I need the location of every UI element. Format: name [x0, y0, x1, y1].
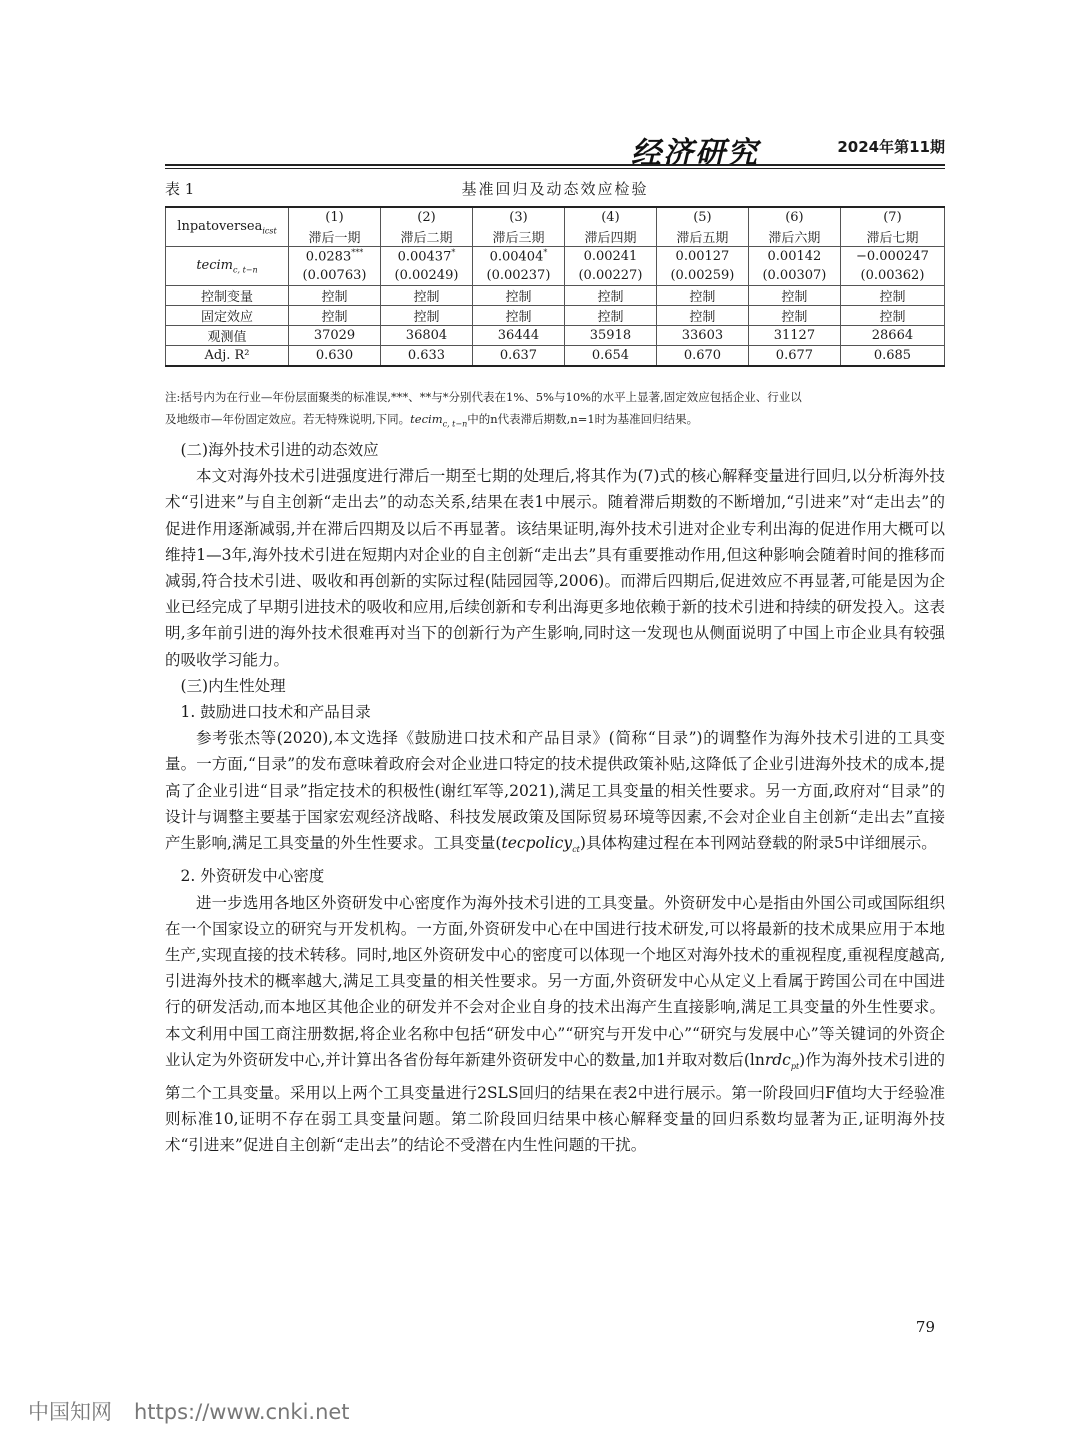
table-row	[166, 346, 945, 367]
table-caption	[165, 178, 945, 202]
cell-6: 0.677	[748, 346, 840, 367]
paragraph-2-post: )具体构建过程在本刊网站登载的附录5中详细展示。	[579, 834, 937, 853]
cell-3: 0.637	[472, 346, 564, 367]
cell-1: 37029	[289, 326, 381, 346]
key-var-subscript: c, t−n	[233, 265, 258, 275]
results-table	[165, 206, 945, 367]
cell-7: 0.685	[840, 346, 944, 367]
se-6: (0.00307)	[748, 266, 840, 286]
cell-5: 0.670	[656, 346, 748, 367]
col-label-2: 滞后二期	[380, 227, 472, 247]
table-title: 基准回归及动态效应检验	[461, 180, 649, 198]
col-label-6: 滞后六期	[748, 227, 840, 247]
cell-4: 0.654	[564, 346, 656, 367]
cell-3: 控制	[472, 286, 564, 306]
se-5: (0.00259)	[656, 266, 748, 286]
paragraph-2	[165, 725, 945, 863]
cell-1: 0.630	[289, 346, 381, 367]
cell-6: 控制	[748, 306, 840, 326]
note-line-2-post: 中的n代表滞后期数,n=1时为基准回归结果。	[467, 412, 699, 426]
cell-6: 31127	[748, 326, 840, 346]
paragraph-3	[165, 890, 945, 1159]
table-note	[165, 386, 945, 435]
row-label: 观测值	[166, 326, 289, 346]
col-number-7: (7)	[840, 207, 944, 227]
se-1: (0.00763)	[289, 266, 381, 286]
se-4: (0.00227)	[564, 266, 656, 286]
journal-logo: 经济研究	[631, 136, 759, 171]
cell-6: 控制	[748, 286, 840, 306]
tecpolicy-var: tecpolicy	[501, 834, 573, 853]
cell-2: 控制	[380, 286, 472, 306]
section-2-title: (二)海外技术引进的动态效应	[180, 441, 379, 459]
cell-3: 36444	[472, 326, 564, 346]
cell-4: 35918	[564, 326, 656, 346]
coef-2: 0.00437*	[380, 247, 472, 267]
cell-5: 33603	[656, 326, 748, 346]
watermark-site: 中国知网	[28, 1400, 112, 1424]
col-label-4: 滞后四期	[564, 227, 656, 247]
coef-5: 0.00127	[656, 247, 748, 267]
note-var-sub: c, t−n	[442, 419, 468, 429]
table-header-row	[166, 207, 945, 227]
cell-2: 36804	[380, 326, 472, 346]
cell-2: 0.633	[380, 346, 472, 367]
cell-7: 控制	[840, 306, 944, 326]
coef-3: 0.00404*	[472, 247, 564, 267]
col-number-4: (4)	[564, 207, 656, 227]
coef-1: 0.0283***	[289, 247, 381, 267]
key-var-name: tecim	[196, 257, 234, 273]
col-number-5: (5)	[656, 207, 748, 227]
cell-2: 控制	[380, 306, 472, 326]
coef-4: 0.00241	[564, 247, 656, 267]
se-7: (0.00362)	[840, 266, 944, 286]
row-label: Adj. R²	[166, 346, 289, 367]
dep-var-cell	[166, 207, 289, 247]
col-label-5: 滞后五期	[656, 227, 748, 247]
page-header	[165, 128, 945, 171]
cell-7: 28664	[840, 326, 944, 346]
note-line-1: 注:括号内为在行业—年份层面聚类的标准误,***、**与*分别代表在1%、5%与10%的水平上显著,固定效应包括企业、行业以	[165, 390, 802, 404]
section-3-title: (三)内生性处理	[180, 676, 286, 695]
row-label: 固定效应	[166, 306, 289, 326]
cell-4: 控制	[564, 286, 656, 306]
rdc-var: rdc	[764, 1050, 791, 1069]
note-line-2	[165, 408, 945, 435]
section-3-1-title: 1. 鼓励进口技术和产品目录	[180, 703, 371, 722]
paragraph-3-pre: 进一步选用各地区外资研发中心密度作为海外技术引进的工具变量。外资研发中心是指由外国公司或国际组织在一个国家设立的研究与开发机构。一方面,外资研发中心在中国进行技术研发,可以将最新的技术成果应用于本地生产,实现直接的技术转移。同时,地区外资研发中心的密度可以体现一个地区对海外技术的重视程度,重视程度越高,引进海外技术的概率越大,满足工具变量的相关性要求。另一方面,外资研发中心从定义上看属于跨国公司在中国进行的研发活动,而本地区其他企业的研发并不会对企业自身的技术出海产生直接影响,满足工具变量的外生性要求。本文利用中国工商注册数据,将企业名称中包括“研发中心”“研究与开发中心”“研究与发展中心”等关键词的外资企业认定为外资研发中心,并计算出各省份每年新建外资研发中心的数量,加1并取对数后(ln	[165, 893, 945, 1069]
cell-7: 控制	[840, 286, 944, 306]
note-line-2-pre: 及地级市—年份固定效应。若无特殊说明,下同。	[165, 412, 411, 426]
section-3-2-title: 2. 外资研发中心密度	[180, 867, 325, 886]
tecpolicy-sub: ct	[572, 845, 580, 855]
cell-5: 控制	[656, 286, 748, 306]
cell-1: 控制	[289, 306, 381, 326]
watermark	[28, 1396, 372, 1426]
row-label: 控制变量	[166, 286, 289, 306]
coef-row	[166, 247, 945, 267]
table-row	[166, 286, 945, 306]
table-row	[166, 306, 945, 326]
table-row	[166, 326, 945, 346]
watermark-url: https://www.cnki.net	[134, 1400, 350, 1424]
rdc-sub: pt	[790, 1061, 800, 1071]
col-number-6: (6)	[748, 207, 840, 227]
key-var-cell	[166, 247, 289, 286]
paragraph-3-post: )作为海外技术引进的第二个工具变量。采用以上两个工具变量进行2SLS回归的结果在表2中进行展示。第一阶段回归F值均大于经验准则标准10,证明不存在弱工具变量问题。第二阶段回归结果中核心解释变量的回归系数均显著为正,证明海外技术“引进来”促进自主创新“走出去”的结论不受潜在内生性问题的干扰。	[165, 1050, 945, 1155]
issue-label: 2024年第11期	[837, 138, 945, 156]
dep-var-subscript: icst	[262, 226, 277, 236]
cell-5: 控制	[656, 306, 748, 326]
paragraph-1: 本文对海外技术引进强度进行滞后一期至七期的处理后,将其作为(7)式的核心解释变量进行回归,以分析海外技术“引进来”与自主创新“走出去”的动态关系,结果在表1中展示。随着滞后期数的不断增加,“引进来”对“走出去”的促进作用逐渐减弱,并在滞后四期及以后不再显著。该结果证明,海外技术引进对企业专利出海的促进作用大概可以维持1—3年,海外技术引进在短期内对企业的自主创新“走出去”具有重要推动作用,但这种影响会随着时间的推移而减弱,符合技术引进、吸收和再创新的实际过程(陆园园等,2006)。而滞后四期后,促进效应不再显著,可能是因为企业已经完成了早期引进技术的吸收和应用,后续创新和专利出海更多地依赖于新的技术引进和持续的研发投入。这表明,多年前引进的海外技术很难再对当下的创新行为产生影响,同时这一发现也从侧面说明了中国上市企业具有较强的吸收学习能力。	[165, 467, 945, 669]
col-number-3: (3)	[472, 207, 564, 227]
se-2: (0.00249)	[380, 266, 472, 286]
coef-7: −0.000247	[840, 247, 944, 267]
cell-3: 控制	[472, 306, 564, 326]
note-var: tecim	[410, 412, 443, 426]
col-label-1: 滞后一期	[289, 227, 381, 247]
col-number-2: (2)	[380, 207, 472, 227]
col-label-3: 滞后三期	[472, 227, 564, 247]
col-label-7: 滞后七期	[840, 227, 944, 247]
dep-var-name: lnpatoversea	[177, 218, 263, 234]
col-number-1: (1)	[289, 207, 381, 227]
page-number: 79	[915, 1318, 935, 1336]
se-3: (0.00237)	[472, 266, 564, 286]
body-text	[165, 437, 945, 1159]
header-rule	[165, 164, 945, 169]
paragraph-2-pre: 参考张杰等(2020),本文选择《鼓励进口技术和产品目录》(简称“目录”)的调整作为海外技术引进的工具变量。一方面,“目录”的发布意味着政府会对企业进口特定的技术提供政策补贴,这降低了企业引进海外技术的成本,提高了企业引进“目录”指定技术的积极性(谢红军等,2021),满足工具变量的相关性要求。另一方面,政府对“目录”的设计与调整主要基于国家宏观经济战略、科技发展政策及国际贸易环境等因素,不会对企业自主创新“走出去”直接产生影响,满足工具变量的外生性要求。工具变量(	[165, 729, 945, 853]
table-label: 表 1	[165, 180, 195, 198]
coef-6: 0.00142	[748, 247, 840, 267]
cell-1: 控制	[289, 286, 381, 306]
cell-4: 控制	[564, 306, 656, 326]
